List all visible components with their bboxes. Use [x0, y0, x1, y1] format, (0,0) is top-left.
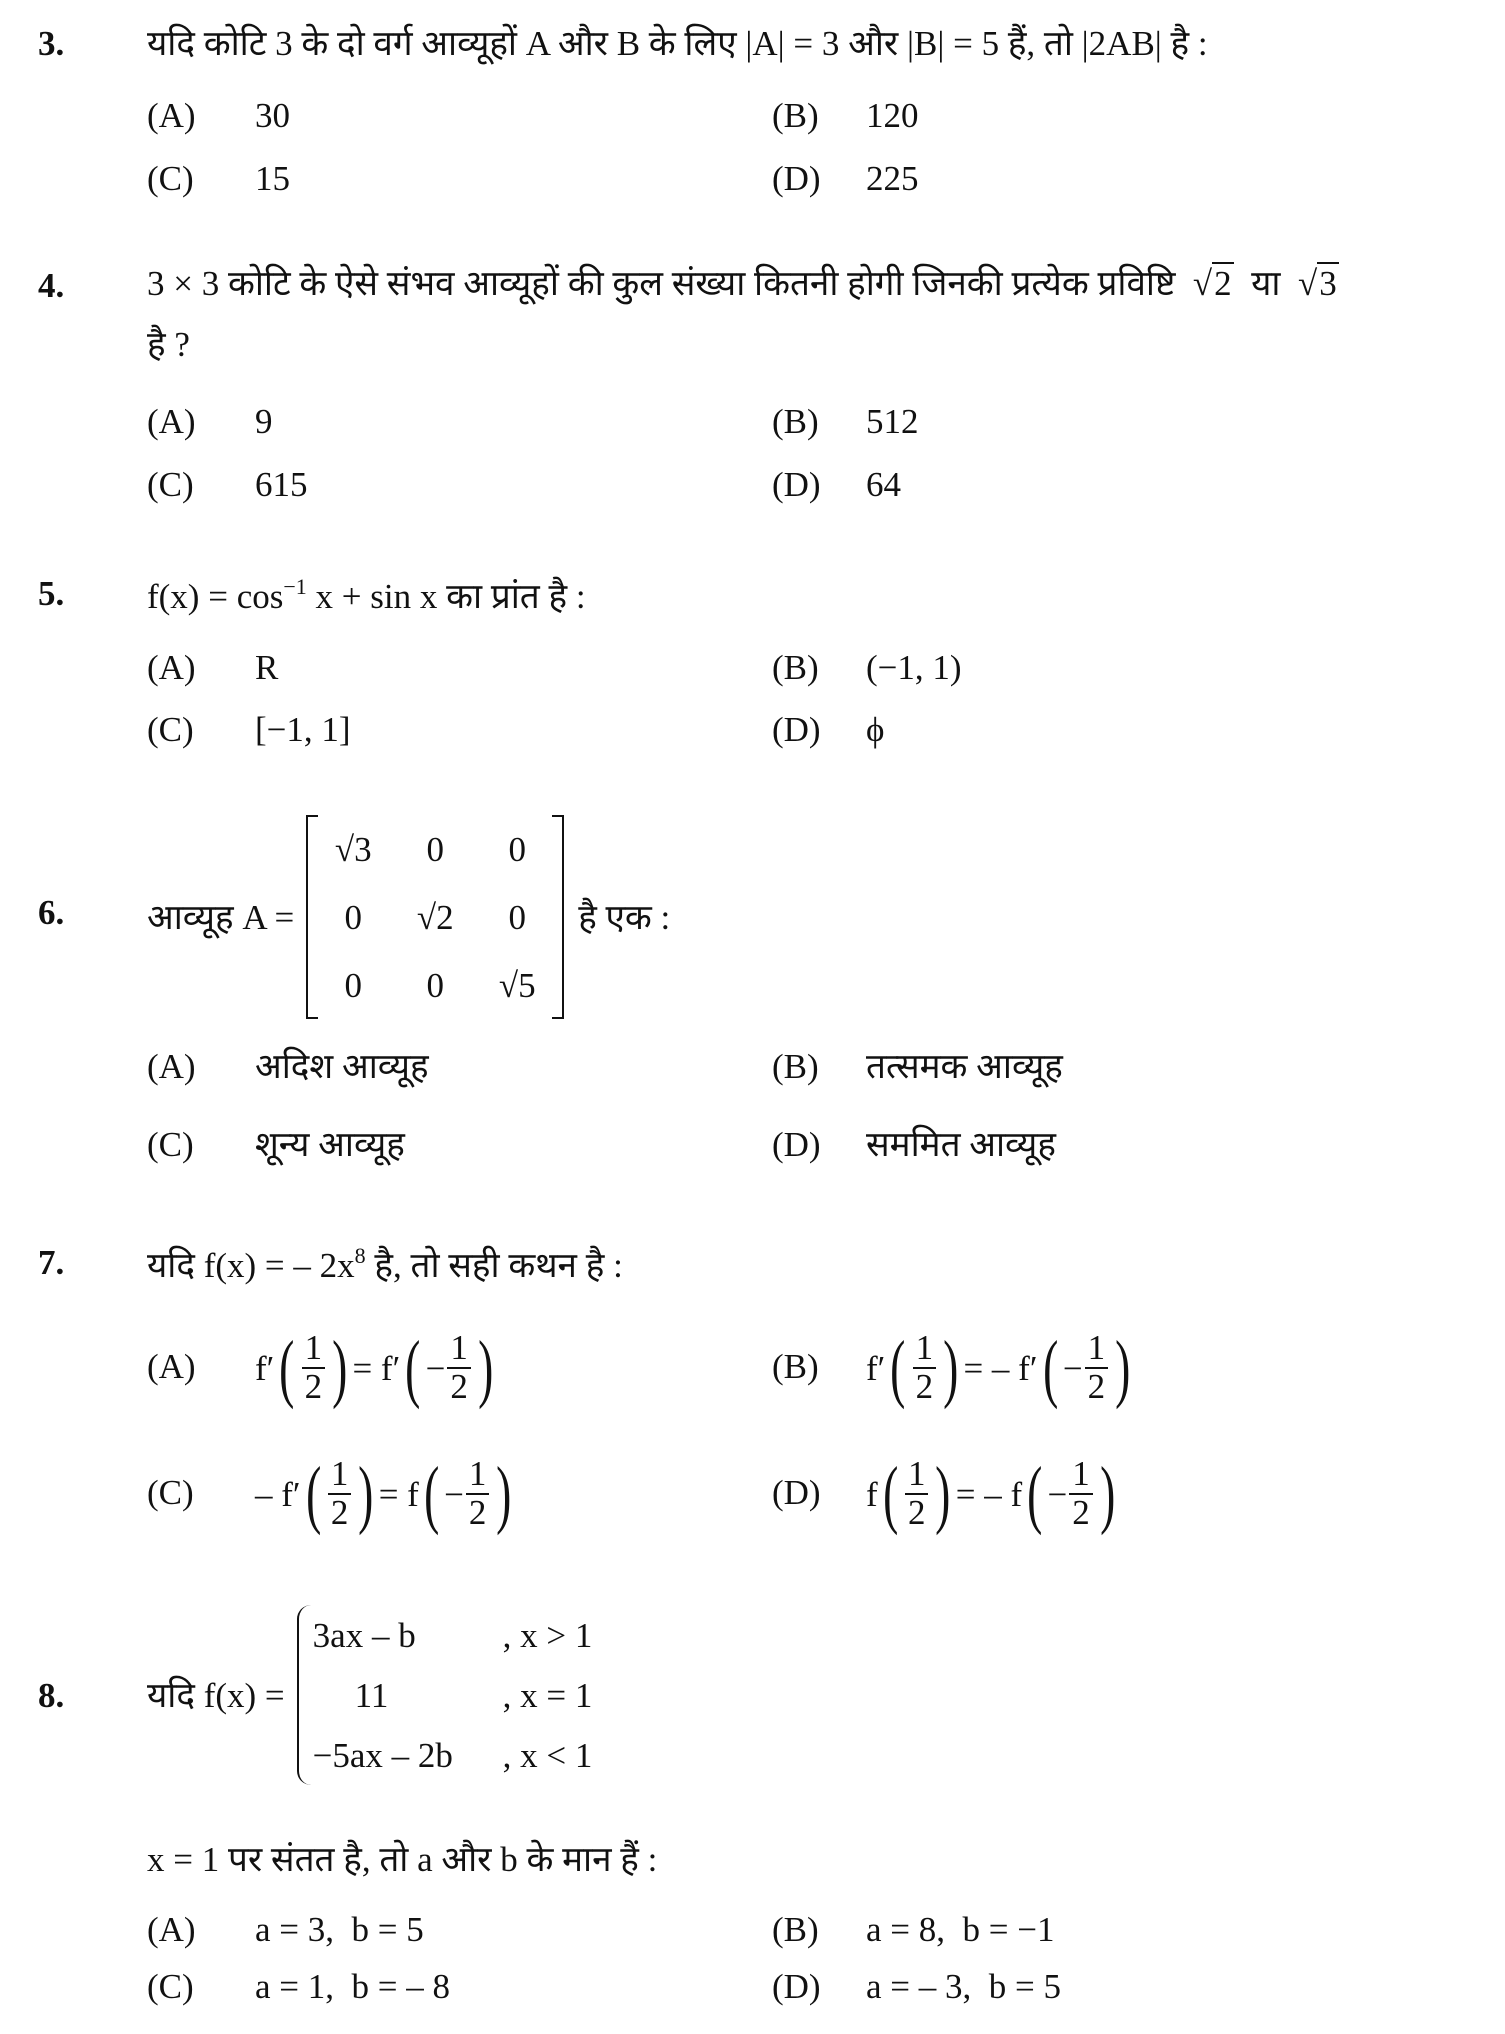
option-label: (C)	[147, 159, 194, 198]
option-c[interactable]: शून्य आव्यूह	[255, 1125, 405, 1164]
matrix-cell: 0	[344, 965, 362, 1005]
option-label: (A)	[147, 648, 196, 687]
question-text-part: f(x) = cos	[147, 577, 284, 616]
paren-left: (	[882, 1452, 898, 1536]
question-text-part: x + sin x का प्रांत है :	[306, 577, 586, 616]
question-text-part: है एक :	[578, 897, 671, 937]
numerator: 1	[1069, 1456, 1093, 1495]
question-text-part: यदि f(x) =	[147, 1675, 285, 1715]
matrix-cell: 0	[508, 829, 526, 869]
option-label: (B)	[772, 402, 819, 441]
denominator: 2	[915, 1367, 934, 1406]
minus-sign: −	[1062, 1348, 1083, 1388]
equals-expression: = f	[378, 1474, 419, 1514]
option-d[interactable]: 64	[866, 465, 901, 504]
question-number: 6.	[38, 893, 65, 932]
question-text-part: या	[1251, 264, 1281, 303]
paren-right: )	[1099, 1452, 1115, 1536]
option-a[interactable]	[255, 1318, 498, 1418]
question-text: यदि कोटि 3 के दो वर्ग आव्यूहों A और B के लिए |A| = 3 और |B| = 5 हैं, तो |2AB| है :	[147, 24, 1208, 63]
matrix-a	[306, 815, 564, 1019]
question-text-part: यदि f(x) = – 2x	[147, 1246, 355, 1285]
option-label: (C)	[147, 1473, 194, 1512]
matrix-cell: 0	[426, 965, 444, 1005]
piecewise-cases	[297, 1605, 613, 1785]
fraction	[466, 1456, 490, 1532]
question-text-line2: x = 1 पर संतत है, तो a और b के मान हैं :	[147, 1840, 658, 1879]
option-label: (B)	[772, 96, 819, 135]
fraction	[328, 1456, 352, 1532]
fraction	[1085, 1330, 1109, 1406]
option-label: (B)	[772, 1910, 819, 1949]
option-label: (D)	[772, 465, 821, 504]
equals-expression: = f′	[352, 1348, 401, 1388]
paren-left: (	[305, 1452, 321, 1536]
numerator: 1	[328, 1456, 352, 1495]
option-label: (B)	[772, 1347, 819, 1386]
option-c[interactable]: 15	[255, 159, 290, 198]
option-d[interactable]: ϕ	[866, 710, 885, 749]
numerator: 1	[905, 1456, 929, 1495]
option-label: (A)	[147, 402, 196, 441]
option-label: (D)	[772, 1473, 821, 1512]
sqrt-argument: 3	[1319, 264, 1337, 303]
option-label: (A)	[147, 1910, 196, 1949]
option-a[interactable]: R	[255, 648, 279, 687]
matrix-cell: √3	[334, 829, 372, 869]
matrix-cell: 0	[344, 897, 362, 937]
option-label: (D)	[772, 710, 821, 749]
paren-right: )	[477, 1326, 494, 1410]
question-text	[147, 814, 670, 1020]
option-c[interactable]: 615	[255, 465, 308, 504]
case-expression: 11	[354, 1675, 389, 1715]
option-label: (A)	[147, 1347, 196, 1386]
option-label: (C)	[147, 1967, 194, 2006]
option-d[interactable]: 225	[866, 159, 919, 198]
fraction	[302, 1330, 326, 1406]
matrix-cell: 0	[508, 897, 526, 937]
question-text	[147, 576, 586, 614]
option-a[interactable]: 30	[255, 96, 290, 135]
option-b[interactable]: 512	[866, 402, 919, 441]
question-text-part: 3 × 3 कोटि के ऐसे संभव आव्यूहों की कुल संख्या कितनी होगी जिनकी प्रत्येक प्रविष्टि	[147, 264, 1176, 303]
denominator: 2	[468, 1493, 487, 1532]
paren-right: )	[332, 1326, 348, 1410]
fraction	[905, 1456, 929, 1532]
superscript: 8	[354, 1243, 366, 1268]
question-text	[147, 266, 1339, 301]
question-text	[147, 1605, 613, 1785]
option-c[interactable]: [−1, 1]	[255, 710, 351, 749]
paren-left: (	[1042, 1326, 1058, 1410]
option-d[interactable]: a = – 3, b = 5	[866, 1967, 1062, 2006]
question-text-line2: है ?	[147, 325, 190, 364]
paren-right: )	[358, 1452, 374, 1536]
denominator: 2	[330, 1493, 349, 1532]
option-c[interactable]	[255, 1444, 517, 1544]
denominator: 2	[450, 1367, 468, 1406]
paren-right: )	[496, 1452, 512, 1536]
numerator: 1	[1085, 1330, 1109, 1369]
question-number: 4.	[38, 266, 65, 305]
paren-right: )	[935, 1452, 951, 1536]
function-symbol: f′	[255, 1348, 275, 1388]
matrix-cell: 0	[426, 829, 444, 869]
superscript: −1	[283, 574, 307, 599]
option-label: (C)	[147, 465, 194, 504]
option-label: (B)	[772, 1047, 819, 1086]
option-a[interactable]: अदिश आव्यूह	[255, 1047, 429, 1086]
denominator: 2	[1072, 1493, 1090, 1532]
option-a[interactable]: a = 3, b = 5	[255, 1910, 424, 1949]
question-number: 3.	[38, 24, 65, 63]
sqrt-argument: 2	[1214, 264, 1232, 303]
option-b[interactable]: (−1, 1)	[866, 648, 962, 687]
paren-left: (	[279, 1326, 295, 1410]
question-number: 8.	[38, 1676, 65, 1715]
option-label: (B)	[772, 648, 819, 687]
fraction	[447, 1330, 471, 1406]
paren-left: (	[890, 1326, 906, 1410]
equals-expression: = – f	[955, 1474, 1023, 1514]
minus-sign: −	[444, 1474, 464, 1514]
numerator: 1	[466, 1456, 490, 1495]
case-expression: 3ax – b	[312, 1615, 416, 1655]
question-text-part: है, तो सही कथन है :	[365, 1246, 623, 1285]
minus-sign: −	[1047, 1474, 1068, 1514]
sqrt-expression: √3	[1298, 264, 1337, 303]
option-c[interactable]: a = 1, b = – 8	[255, 1967, 451, 2006]
option-label: (A)	[147, 96, 196, 135]
numerator: 1	[302, 1330, 326, 1369]
question-text	[147, 1245, 623, 1283]
option-d[interactable]	[866, 1444, 1120, 1544]
question-number: 7.	[38, 1243, 65, 1282]
function-symbol: – f′	[255, 1474, 301, 1514]
sqrt-expression: √2	[1184, 264, 1232, 303]
matrix-cell: √5	[498, 965, 536, 1005]
denominator: 2	[1087, 1367, 1106, 1406]
paren-left: (	[405, 1326, 421, 1410]
paren-right: )	[1115, 1326, 1131, 1410]
option-b[interactable]: 120	[866, 96, 919, 135]
numerator: 1	[447, 1330, 471, 1369]
option-label: (D)	[772, 1125, 821, 1164]
denominator: 2	[907, 1493, 926, 1532]
option-label: (A)	[147, 1047, 196, 1086]
fraction	[1069, 1456, 1093, 1532]
option-label: (D)	[772, 159, 821, 198]
case-expression: −5ax – 2b	[312, 1735, 453, 1775]
matrix-cell: √2	[416, 897, 454, 937]
option-label: (C)	[147, 1125, 194, 1164]
paren-left: (	[423, 1452, 440, 1536]
question-text-part: आव्यूह A =	[147, 897, 295, 937]
numerator: 1	[913, 1330, 937, 1369]
option-label: (D)	[772, 1967, 821, 2006]
paren-left: (	[1027, 1452, 1043, 1536]
denominator: 2	[304, 1367, 323, 1406]
paren-right: )	[943, 1326, 959, 1410]
case-condition: , x = 1	[502, 1675, 593, 1715]
fraction	[913, 1330, 937, 1406]
option-d[interactable]: सममित आव्यूह	[866, 1125, 1056, 1164]
option-b[interactable]: तत्समक आव्यूह	[866, 1047, 1063, 1086]
option-a[interactable]: 9	[255, 402, 273, 441]
case-condition: , x > 1	[502, 1615, 593, 1655]
question-number: 5.	[38, 574, 65, 613]
function-symbol: f	[866, 1474, 878, 1514]
case-condition: , x < 1	[502, 1735, 593, 1775]
option-b[interactable]: a = 8, b = −1	[866, 1910, 1055, 1949]
option-b[interactable]	[866, 1318, 1135, 1418]
minus-sign: −	[425, 1348, 446, 1388]
option-label: (C)	[147, 710, 194, 749]
function-symbol: f′	[866, 1348, 886, 1388]
equals-expression: = – f′	[963, 1348, 1038, 1388]
